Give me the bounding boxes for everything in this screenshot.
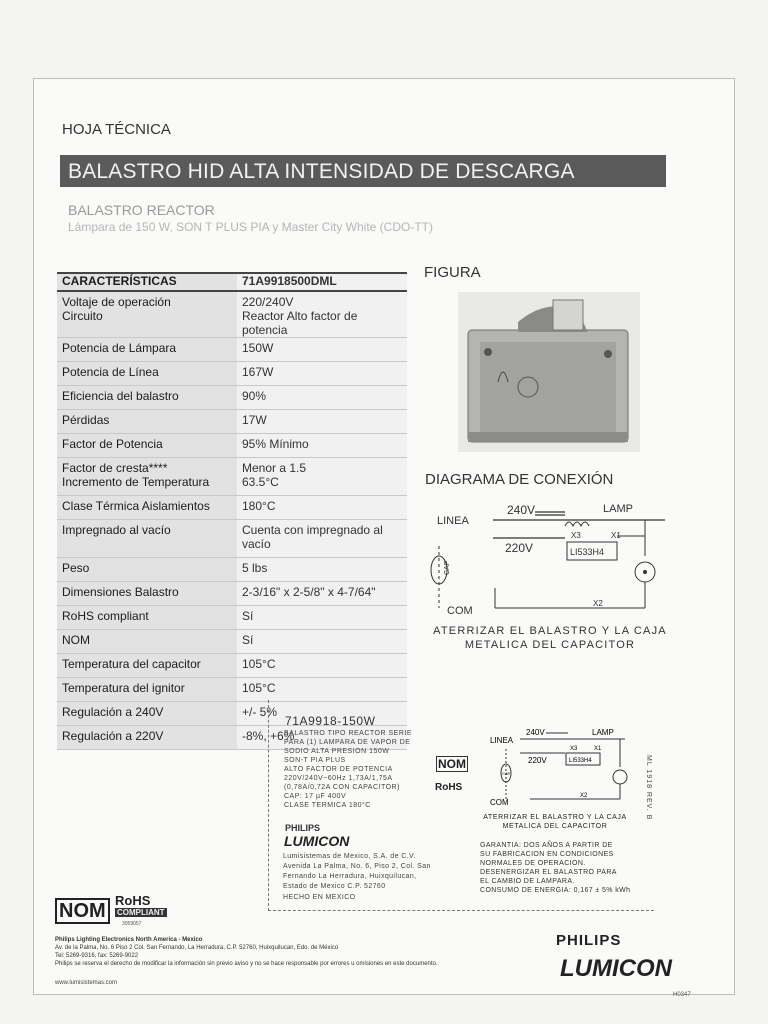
label-diag-cap: CAP: [502, 771, 511, 776]
spec-value: 95% Mínimo: [237, 434, 407, 458]
spec-value: 2-3/16" x 2-5/8" x 4-7/64": [237, 582, 407, 606]
warranty-text: [480, 841, 640, 895]
label-diag-x1: X1: [594, 746, 602, 752]
label-diag-x3: X3: [570, 746, 578, 752]
label-lumicon-logo: LUMICON: [284, 833, 350, 849]
spec-row: [57, 630, 407, 654]
spec-value: 167W: [237, 362, 407, 386]
spec-row: [57, 410, 407, 434]
spec-value: 90%: [237, 386, 407, 410]
spec-row: [57, 606, 407, 630]
label-philips-logo: PHILIPS: [285, 823, 321, 833]
label-desc-line: SODIO ALTA PRESION 150W: [284, 748, 390, 755]
label-desc-line: BALASTRO TIPO REACTOR SERIE: [284, 730, 412, 737]
label-desc-line: SON-T PIA PLUS: [284, 757, 346, 764]
label-address-line: Avenida La Palma, No. 6, Piso 2, Col. San: [283, 863, 431, 870]
diag-220v: 220V: [505, 541, 534, 555]
rohs-logo-text: RoHS: [115, 893, 151, 908]
doc-type-heading: HOJA TÉCNICA: [62, 121, 171, 138]
figure-title: FIGURA: [424, 264, 481, 281]
diag-x2: X2: [593, 599, 603, 608]
label-model: 71A9918-150W: [285, 714, 376, 728]
label-nom-badge: NOM: [438, 757, 466, 771]
warranty-line: GARANTIA: DOS AÑOS A PARTIR DE: [480, 842, 613, 849]
label-address: [283, 852, 431, 892]
spec-value: 220/240V Reactor Alto factor de potencia: [237, 291, 407, 338]
spec-row: [57, 434, 407, 458]
spec-key: Temperatura del capacitor: [57, 654, 237, 678]
spec-value: Cuenta con impregnado al vacío: [237, 520, 407, 558]
wiring-diagram-title: DIAGRAMA DE CONEXIÓN: [425, 471, 614, 488]
label-made-in: HECHO EN MEXICO: [283, 894, 356, 901]
title-banner: [60, 155, 666, 187]
spec-value: Sí: [237, 630, 407, 654]
footer-address: Av. de la Palma, No. 6 Piso 2 Col. San Fernando, La Herradura, C.P. 52760, Huixquilucan, Edo. de México: [55, 945, 339, 951]
spec-key: NOM: [57, 630, 237, 654]
diag-lamp: LAMP: [603, 503, 633, 515]
diag-ignitor: LI533H4: [570, 547, 605, 557]
spec-key: Pérdidas: [57, 410, 237, 434]
warranty-line: CONSUMO DE ENERGIA: 0,167 ± 5% kWh: [480, 887, 631, 894]
label-grounding-2: METALICA DEL CAPACITOR: [502, 823, 608, 830]
diag-x3: X3: [571, 531, 581, 540]
label-address-line: Lumisistemas de Mexico, S.A. de C.V.: [283, 853, 416, 860]
label-diag-240v: 240V: [526, 728, 545, 737]
grounding-note: [420, 624, 680, 652]
label-desc-line: ALTO FACTOR DE POTENCIA: [284, 766, 393, 773]
spec-key: Eficiencia del balastro: [57, 386, 237, 410]
spec-value: 180°C: [237, 496, 407, 520]
spec-key: Dimensiones Balastro: [57, 582, 237, 606]
subtitle: BALASTRO REACTOR: [68, 202, 215, 218]
diag-x1: X1: [611, 531, 621, 540]
spec-key: Regulación a 220V: [57, 726, 237, 750]
spec-table: [57, 272, 407, 750]
spec-row: [57, 678, 407, 702]
spec-key: Impregnado al vacío: [57, 520, 237, 558]
spec-value: +/- 5%: [237, 702, 407, 726]
label-desc-line: PARA (1) LAMPARA DE VAPOR DE: [284, 739, 411, 746]
label-address-line: Fernando La Herradura, Huixquilucan,: [283, 873, 417, 880]
footer-disclaimer: Philips se reserva el derecho de modificar la información sin previo aviso y no se hace responsable por errores u omisiones en este documento.: [55, 961, 438, 967]
spec-key: Temperatura del ignitor: [57, 678, 237, 702]
label-diag-220v: 220V: [528, 756, 547, 765]
label-diag-linea: LINEA: [490, 736, 514, 745]
label-diag-com: COM: [490, 798, 509, 805]
spec-value: 150W: [237, 338, 407, 362]
spec-row: [57, 386, 407, 410]
spec-value: 105°C: [237, 654, 407, 678]
spec-key: Clase Térmica Aislamientos: [57, 496, 237, 520]
spec-value: 5 lbs: [237, 558, 407, 582]
spec-row: [57, 496, 407, 520]
spec-value: Sí: [237, 606, 407, 630]
spec-row: [57, 654, 407, 678]
label-desc-line: CAP: 17 µF 400V: [284, 793, 347, 800]
label-desc-line: 220V/240V~60Hz 1,73A/1,75A: [284, 775, 393, 782]
doc-code: H0347: [673, 992, 691, 998]
spec-key: Voltaje de operación Circuito: [57, 291, 237, 338]
warranty-line: EL CAMBIO DE LAMPARA.: [480, 878, 575, 885]
spec-row: [57, 558, 407, 582]
diag-cap: CAP: [444, 560, 451, 575]
footer-website-link[interactable]: www.lumisistemas.com: [55, 980, 118, 986]
spec-row: [57, 582, 407, 606]
wiring-diagram: [425, 496, 685, 620]
label-diag-x2: X2: [580, 793, 588, 799]
spec-row: [57, 291, 407, 338]
label-grounding-1: ATERRIZAR EL BALASTRO Y LA CAJA: [483, 814, 627, 821]
label-revision: ML 1918 REV. B: [645, 755, 652, 821]
cert-number: 3059057: [122, 921, 142, 927]
diag-com: COM: [447, 605, 473, 617]
spec-row: [57, 520, 407, 558]
label-desc-line: (0,78A/0,72A CON CAPACITOR): [284, 784, 400, 791]
footer-info: [55, 936, 438, 968]
diag-240v: 240V: [507, 503, 536, 517]
spec-key: Factor de cresta**** Incremento de Temperatura: [57, 458, 237, 496]
label-wiring-diagram: [490, 725, 635, 805]
grounding-note-2: METALICA DEL CAPACITOR: [464, 639, 636, 651]
warranty-line: SU FABRICACION EN CONDICIONES: [480, 851, 614, 858]
warranty-line: NORMALES DE OPERACION.: [480, 860, 586, 867]
footer-phone: Tel: 5269-9316, fax: 5269-9022: [55, 953, 139, 959]
spec-header-key: CARACTERÍSTICAS: [57, 273, 237, 291]
label-diag-lamp: LAMP: [592, 728, 614, 737]
spec-row: [57, 458, 407, 496]
spec-key: Factor de Potencia: [57, 434, 237, 458]
label-desc-line: CLASE TERMICA 180°C: [284, 802, 371, 809]
spec-value: 105°C: [237, 678, 407, 702]
footer-company: Philips Lighting Electronics North America - Mexico: [55, 937, 203, 943]
grounding-note-1: ATERRIZAR EL BALASTRO Y LA CAJA: [433, 625, 667, 637]
spec-value: 17W: [237, 410, 407, 434]
label-address-line: Estado de Mexico C.P. 52760: [283, 883, 386, 890]
title-text: BALASTRO HID ALTA INTENSIDAD DE DESCARGA: [68, 160, 575, 183]
spec-key: Peso: [57, 558, 237, 582]
spec-key: Potencia de Lámpara: [57, 338, 237, 362]
ballast-photo: [458, 292, 640, 452]
spec-key: Potencia de Línea: [57, 362, 237, 386]
philips-logo: PHILIPS: [556, 932, 622, 949]
spec-value: Menor a 1.5 63.5°C: [237, 458, 407, 496]
spec-header-value: 71A9918500DML: [237, 273, 407, 291]
rohs-logo-sub: COMPLIANT: [117, 908, 165, 917]
label-rohs-badge: RoHS: [435, 782, 463, 793]
lumicon-logo: LUMICON: [560, 955, 672, 982]
spec-header-row: [57, 273, 407, 291]
spec-key: RoHS compliant: [57, 606, 237, 630]
label-grounding-note: [470, 813, 640, 831]
spec-row: [57, 362, 407, 386]
spec-key: Regulación a 240V: [57, 702, 237, 726]
rohs-logo: [115, 893, 167, 917]
nom-logo: NOM: [55, 898, 110, 924]
label-diag-ignitor: LI533H4: [569, 758, 592, 764]
spec-row: [57, 338, 407, 362]
spec-value: -8%, +6%: [237, 726, 407, 750]
label-description: [284, 729, 412, 810]
subtitle-lamp: Lámpara de 150 W, SON T PLUS PIA y Master City White (CDO-TT): [68, 220, 433, 234]
diag-linea: LINEA: [437, 515, 469, 527]
warranty-line: DESENERGIZAR EL BALASTRO PARA: [480, 869, 617, 876]
